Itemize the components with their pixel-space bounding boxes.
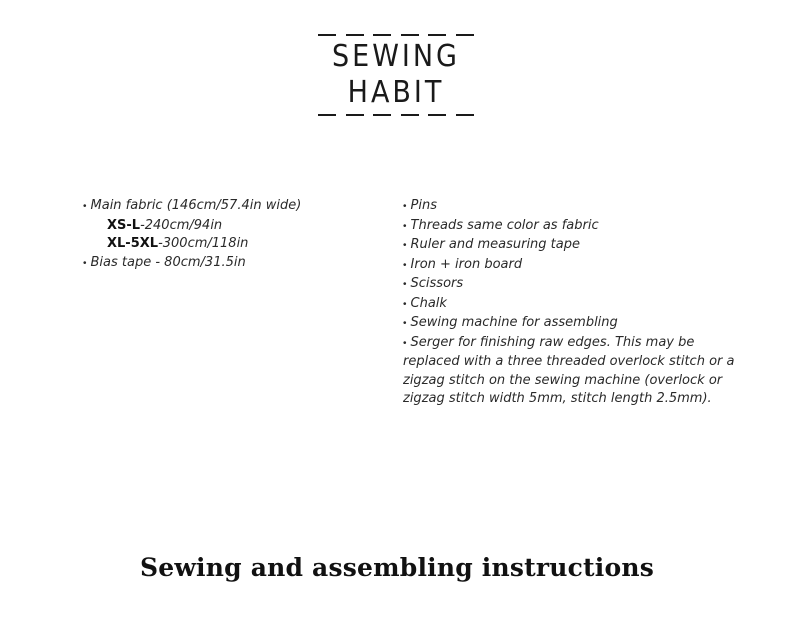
size-value: -240cm/94in	[140, 217, 223, 233]
serger-continuation	[403, 390, 733, 409]
list-item	[403, 314, 733, 334]
serger-line: zigzag stitch on the sewing machine (overlock or	[403, 372, 723, 388]
bullet: •	[83, 257, 87, 269]
list-item-main-fabric	[83, 197, 301, 217]
size-row-xl-5xl	[83, 235, 301, 254]
size-value: -300cm/118in	[158, 236, 249, 251]
list-item	[403, 236, 733, 256]
bullet: •	[403, 337, 407, 349]
sewing-habit-logo	[318, 30, 474, 120]
bullet: •	[403, 220, 407, 232]
bullet: •	[403, 201, 407, 212]
logo-line-1: SEWING	[332, 39, 460, 74]
tool-text: Sewing machine for assembling	[410, 315, 618, 330]
list-item-serger	[403, 334, 733, 354]
bullet: •	[403, 240, 407, 251]
logo-line-2: HABIT	[347, 75, 445, 110]
list-item	[403, 275, 733, 295]
section-heading: Sewing and assembling instructions	[139, 553, 655, 582]
tool-text: Ruler and measuring tape	[410, 237, 580, 252]
serger-continuation	[403, 353, 733, 372]
list-item	[403, 256, 733, 276]
tool-text: Scissors	[410, 276, 464, 291]
bias-tape-text: Bias tape - 80cm/31.5in	[90, 254, 246, 270]
size-row-xs-l	[83, 217, 301, 236]
list-item	[403, 295, 733, 315]
serger-line: Serger for finishing raw edges. This may be	[410, 334, 695, 350]
tools-list	[403, 197, 733, 409]
list-item	[403, 197, 733, 217]
serger-line: zigzag stitch width 5mm, stitch length 2.5mm).	[403, 391, 712, 406]
bullet: •	[403, 259, 407, 271]
tool-text: Chalk	[410, 295, 447, 311]
logo-top-dashes	[318, 34, 474, 36]
tool-text: Pins	[410, 198, 437, 213]
materials-list	[83, 197, 301, 273]
bullet: •	[403, 318, 407, 329]
bullet: •	[403, 298, 407, 310]
bullet: •	[83, 201, 87, 212]
tool-text: Iron + iron board	[410, 256, 523, 272]
list-item-bias-tape	[83, 254, 301, 274]
tool-text: Threads same color as fabric	[410, 217, 599, 233]
serger-continuation	[403, 372, 733, 391]
logo-bottom-dashes	[318, 114, 474, 116]
serger-line: replaced with a three threaded overlock stitch or a	[403, 354, 735, 369]
bullet: •	[403, 279, 407, 290]
list-item	[403, 217, 733, 237]
size-label: XS-L	[107, 217, 141, 233]
size-label: XL-5XL	[107, 236, 159, 251]
main-fabric-text: Main fabric (146cm/57.4in wide)	[90, 198, 302, 213]
